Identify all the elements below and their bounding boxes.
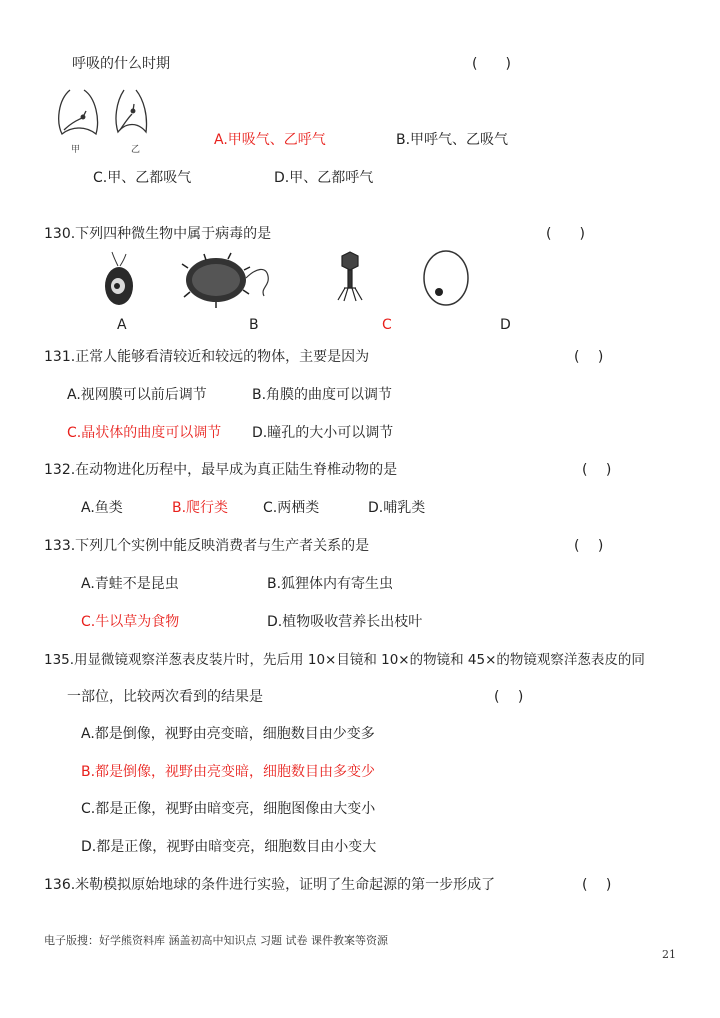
- q131-option-c: C.晶状体的曲度可以调节: [67, 425, 222, 441]
- q135-option-c: C.都是正像，视野由暗变亮，细胞图像由大变小: [81, 801, 376, 817]
- q135-option-a: A.都是倒像，视野由亮变暗，细胞数目由少变多: [81, 726, 375, 742]
- q135-paren: ( ): [494, 689, 524, 705]
- q133-option-a: A.青蛙不是昆虫: [81, 576, 179, 592]
- q136-paren: ( ): [582, 877, 612, 893]
- page-number: 21: [662, 948, 676, 961]
- q129-option-c: C.甲、乙都吸气: [93, 170, 192, 186]
- q130-stem: 130.下列四种微生物中属于病毒的是: [44, 226, 272, 242]
- microbes-figure: [96, 248, 476, 312]
- q133-option-c: C.牛以草为食物: [81, 614, 180, 630]
- q132-option-b: B.爬行类: [172, 500, 229, 516]
- lung-jia-icon: [59, 90, 98, 134]
- q130-label-b: B: [249, 317, 259, 333]
- lung-yi-icon: [116, 90, 147, 132]
- q131-option-a: A.视网膜可以前后调节: [67, 387, 207, 403]
- q135-option-b: B.都是倒像，视野由亮变暗，细胞数目由多变少: [81, 764, 376, 780]
- q131-option-d: D.瞳孔的大小可以调节: [252, 425, 394, 441]
- q133-option-b: B.狐狸体内有寄生虫: [267, 576, 394, 592]
- q132-option-d: D.哺乳类: [368, 500, 426, 516]
- q132-stem: 132.在动物进化历程中，最早成为真正陆生脊椎动物的是: [44, 462, 398, 478]
- q135-stem-line1: 135.用显微镜观察洋葱表皮装片时，先后用 10×目镜和 10×的物镜和 45×的物镜观察洋葱表皮的同: [44, 652, 645, 668]
- virus-phage-icon: [338, 252, 362, 301]
- q129-stem: 呼吸的什么时期: [72, 56, 170, 72]
- q132-paren: ( ): [582, 462, 612, 478]
- figure-label-yi: 乙: [131, 145, 141, 155]
- q130-label-a: A: [117, 317, 127, 333]
- q133-stem: 133.下列几个实例中能反映消费者与生产者关系的是: [44, 538, 370, 554]
- q129-option-a: A.甲吸气、乙呼气: [214, 132, 326, 148]
- q135-stem-line2: 一部位，比较两次看到的结果是: [67, 689, 263, 705]
- q132-option-a: A.鱼类: [81, 500, 123, 516]
- q131-stem: 131.正常人能够看清较近和较远的物体，主要是因为: [44, 349, 370, 365]
- q135-option-d: D.都是正像，视野由暗变亮，细胞数目由小变大: [81, 839, 377, 855]
- q129-option-d: D.甲、乙都呼气: [274, 170, 374, 186]
- q129-paren: ( ): [472, 56, 511, 72]
- microbe-a-icon: [105, 252, 133, 305]
- q130-paren: ( ): [546, 226, 585, 242]
- q132-option-c: C.两栖类: [263, 500, 320, 516]
- q130-label-c: C: [382, 317, 392, 333]
- q133-option-d: D.植物吸收营养长出枝叶: [267, 614, 423, 630]
- q133-paren: ( ): [574, 538, 604, 554]
- figure-label-jia: 甲: [71, 145, 81, 155]
- q130-label-d: D: [500, 317, 511, 333]
- q131-paren: ( ): [574, 349, 604, 365]
- q129-option-b: B.甲呼气、乙吸气: [396, 132, 509, 148]
- microbe-d-icon: [424, 251, 468, 305]
- footer-note: 电子版搜：好学熊资料库 涵盖初高中知识点 习题 试卷 课件教案等资源: [44, 934, 388, 947]
- microbe-b-icon: [182, 253, 268, 308]
- q136-stem: 136.米勒模拟原始地球的条件进行实验，证明了生命起源的第一步形成了: [44, 877, 496, 893]
- q131-option-b: B.角膜的曲度可以调节: [252, 387, 393, 403]
